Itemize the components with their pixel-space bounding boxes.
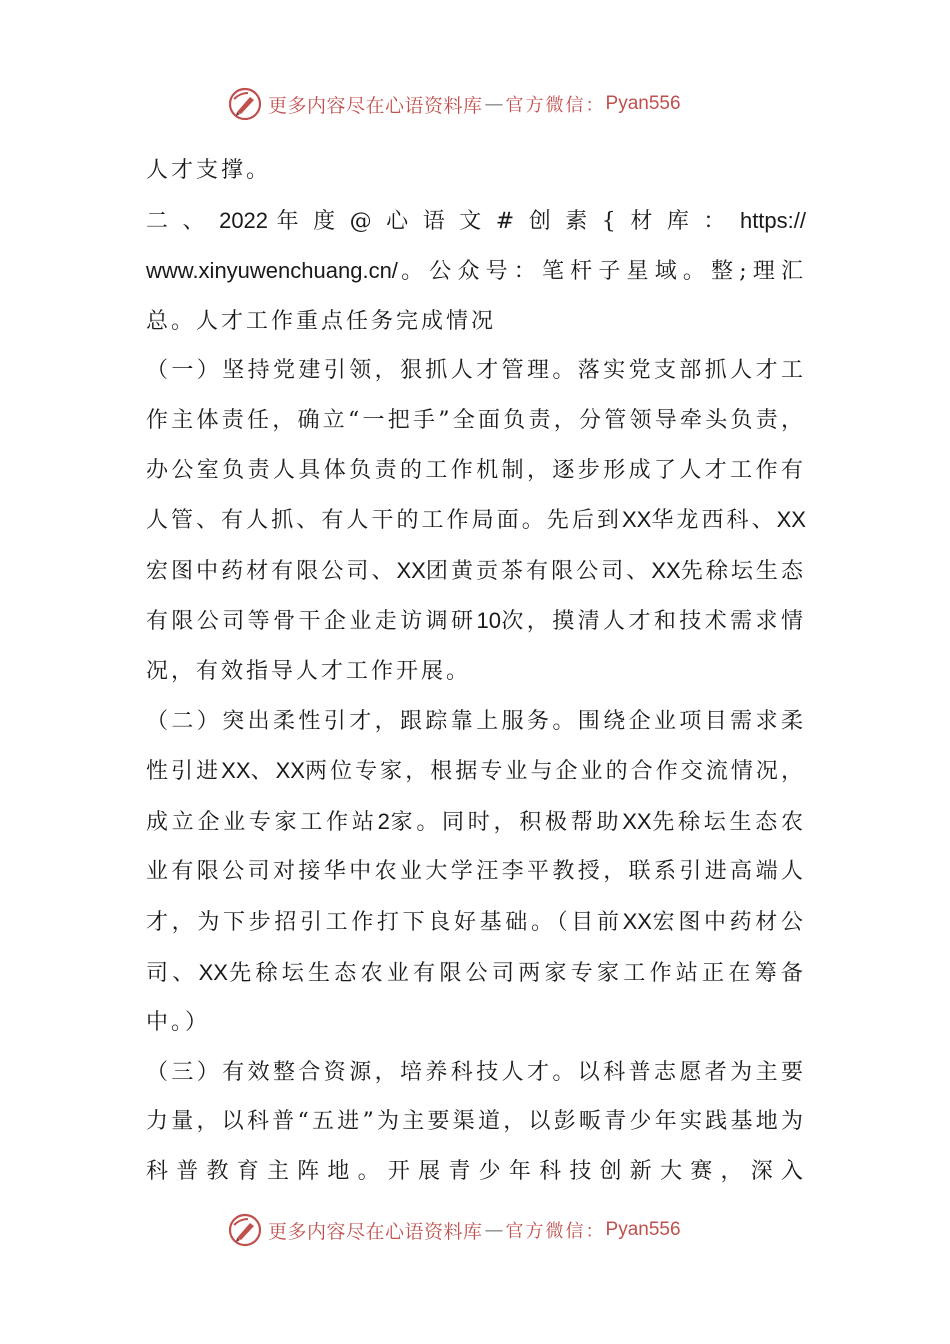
paragraph-2: （二）突出柔性引才，跟踪靠上服务。围绕企业项目需求柔性引进XX、XX两位专家，根据专业与企业的合作交流情况，成立企业专家工作站2家。同时，积极帮助XX先稌坛生态农业有限公司对接华中农业大学汪李平教授，联系引进高端人才，为下步招引工作打下良好基础。（目前XX宏图中药材公司、XX先稌坛生态农业有限公司两家专家工作站正在筹备中。） [146, 708, 806, 1036]
paragraph-1: （一）坚持党建引领，狠抓人才管理。落实党支部抓人才工作主体责任，确立“一把手”全面负责，分管领导牵头负责，办公室负责人具体负责的工作机制，逐步形成了人才工作有人管、有人抓、有人干的工作局面。先后到XX华龙西科、XX宏图中药材有限公司、XX团黄贡茶有限公司、XX先稌坛生态有限公司等骨干企业走访调研10次，摸清人才和技术需求情况，有效指导人才工作开展。 [146, 358, 806, 684]
footer-banner [228, 1212, 681, 1248]
header-banner [228, 86, 681, 122]
section-two-mid: 年度@心语文#创素{材库： [268, 208, 740, 234]
banner-wechat-label: 官方微信： [505, 95, 606, 116]
banner-separator: — [484, 1219, 504, 1241]
section-two-line2 [146, 246, 806, 297]
document-body [146, 146, 806, 1196]
banner-separator: — [484, 93, 504, 115]
section-two-prefix: 二、 [146, 208, 220, 234]
banner-wechat-id: Pyan556 [605, 93, 681, 114]
banner-text: 更多内容尽在心语资料库 [268, 94, 483, 117]
pen-logo-icon [228, 87, 262, 121]
section-two-line1 [146, 196, 806, 247]
section-two-year: 2022 [219, 207, 269, 233]
section-two-line3: 总。人才工作重点任务完成情况 [146, 308, 497, 334]
section-two-url-part1: https:// [739, 207, 806, 233]
section-two-line2-rest: 。公众号：笔杆子星域。整;理汇 [397, 259, 806, 285]
intro-line: 人才支撑。 [146, 158, 272, 183]
banner-wechat-id: Pyan556 [605, 1219, 681, 1240]
paragraph-3: （三）有效整合资源，培养科技人才。以科普志愿者为主要力量，以科普“五进”为主要渠道，以彭畈青少年实践基地为科普教育主阵地。开展青少年科技创新大赛，深入 [146, 1059, 806, 1184]
section-two-url-part2: www.xinyuwenchuang.cn/ [146, 258, 398, 284]
banner-text: 更多内容尽在心语资料库 [268, 1220, 483, 1243]
pen-logo-icon [228, 1213, 262, 1247]
banner-wechat-label: 官方微信： [505, 1221, 606, 1242]
